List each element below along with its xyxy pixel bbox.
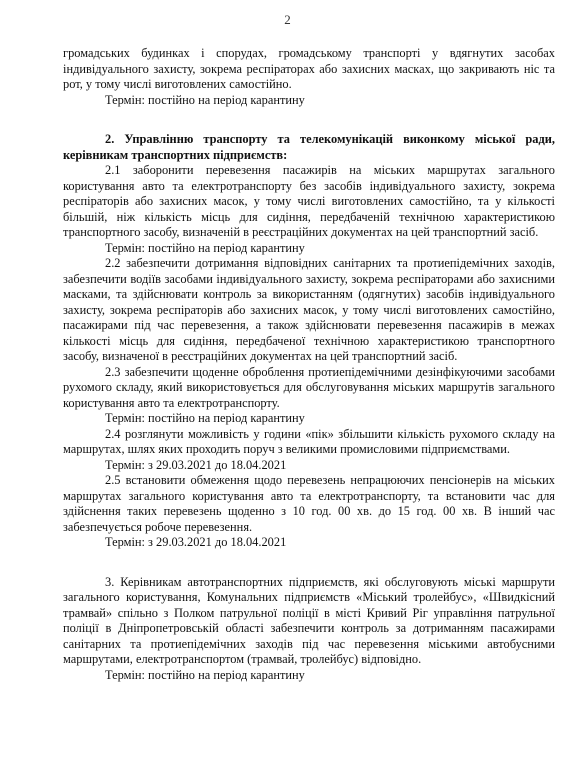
item-2-1-term: Термін: постійно на період карантину <box>105 240 305 255</box>
item-2-4-term: Термін: з 29.03.2021 до 18.04.2021 <box>105 457 287 472</box>
item-2-4: 2.4 розглянути можливість у години «пік» збільшити кількість рухомого складу на маршрутах, шлях яких проходить поруч з великими промисловими підприємствами. <box>63 426 555 456</box>
spacer <box>63 551 555 575</box>
item-2-3: 2.3 забезпечити щоденне оброблення протиепідемічними дезінфікуючими засобами рухомого складу, який використовується для обслуговування міських маршрутів загального користування авто та електротранспорту. <box>63 364 555 410</box>
item-2-3-term: Термін: постійно на період карантину <box>105 411 305 425</box>
section-3-paragraph: 3. Керівникам автотранспортних підприємств, які обслуговують міські маршрути загального користування, Комунальних підприємств «Міський тролейбус», «Швидкісний трамвай» спільно з Полком патрульної поліції в місті Кривий Ріг управління патрульної поліції в Дніпропетровській області забезпечити контроль за дотриманням пасажирами санітарних та протиепідемічних заходів під час перевезення міськими автобусними маршрутами, електротранспортом (трамвай, тролейбус) відповідно. <box>63 574 555 666</box>
spacer <box>63 108 555 132</box>
section-2-heading: 2. Управлінню транспорту та телекомунікацій виконкому міської ради, керівникам транспортних підприємств: <box>63 132 555 162</box>
document-body <box>63 46 555 683</box>
item-2-2: 2.2 забезпечити дотримання відповідних санітарних та протиепідемічних заходів, забезпечити водіїв засобами індивідуального захисту, зокрема респіраторами або захисними масками, та здійснювати контроль за використанням (одягнутих) засобів індивідуального захисту, зокрема респіраторів або захисних масок, у тому числі виготовлених самостійно, пасажирами під час перевезення, а також здійснювати перевезення пасажирів в межах кількості місць для сидіння, передбаченої технічною характеристикою транспортного засобу, визначеної в реєстраційних документах на цей транспортний засіб. <box>63 256 555 363</box>
page-number: 2 <box>284 12 291 27</box>
section-3-term: Термін: постійно на період карантину <box>105 667 305 682</box>
intro-term: Термін: постійно на період карантину <box>105 92 305 107</box>
item-2-1: 2.1 заборонити перевезення пасажирів на міських маршрутах загального користування авто та електротранспорту без засобів індивідуального захисту, зокрема респіраторів або захисних масок, у тому числі виготовлених самостійно, та у кількості більшій, ніж кількість місць для сидіння, передбаченій технічною характеристикою транспортного засобу, визначеній в реєстраційних документах на цей транспортний засіб. <box>63 163 555 239</box>
item-2-5-term: Термін: з 29.03.2021 до 18.04.2021 <box>105 535 287 549</box>
intro-paragraph: громадських будинках і спорудах, громадському транспорті у вдягнутих засобах індивідуального захисту, зокрема респіраторах або захисних масках, що закривають ніс та рот, у тому числі виготовлених самостійно. <box>63 46 555 91</box>
item-2-5: 2.5 встановити обмеження щодо перевезень непрацюючих пенсіонерів на міських маршрутах загального користування авто та електротранспорту, та встановити час для здійснення таких перевезень щоденно з 10 год. 00 хв. до 15 год. 00 хв. В інший час забезпечується робоче перевезення. <box>63 473 555 534</box>
